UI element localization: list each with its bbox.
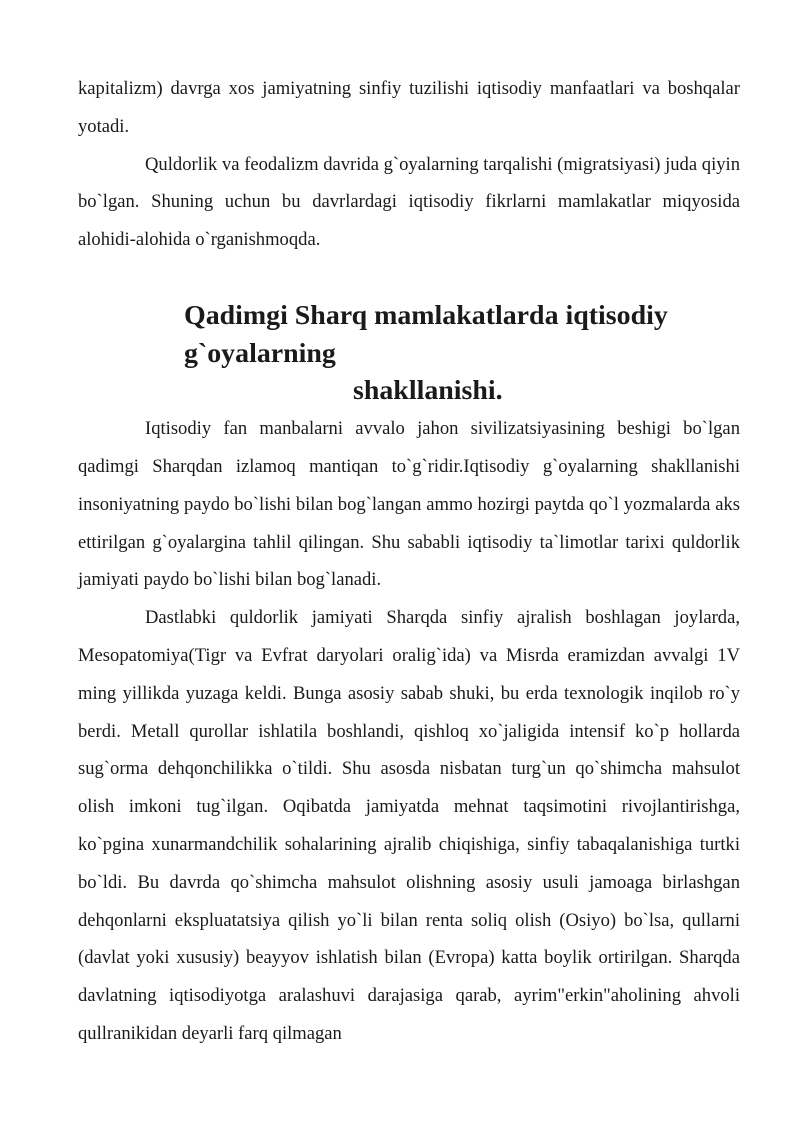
section-heading-line1: Qadimgi Sharq mamlakatlarda iqtisodiy g`oyalarning [184, 299, 668, 369]
section-heading-line2: shakllanishi. [353, 375, 503, 407]
paragraph-sources: Iqtisodiy fan manbalarni avvalo jahon sivilizatsiyasining beshigi bo`lgan qadimgi Sharqdan izlamoq mantiqan to`g`ridir.Iqtisodiy g`oyalarning shakllanishi insoniyatning paydo bo`lishi bilan bog`langan ammo hozirgi paytda qo`l yozmalarda aks ettirilgan g`oyalargina tahlil qilingan. Shu sababli iqtisodiy ta`limotlar tarixi quldorlik jamiyati paydo bo`lishi bilan bog`lanadi. [78, 418, 740, 591]
paragraph-intro: kapitalizm) davrga xos jamiyatning sinfiy tuzilishi iqtisodiy manfaatlari va boshqalar yotadi. [78, 78, 740, 137]
spacer [78, 259, 740, 297]
document-page [78, 70, 740, 1053]
paragraph-migration: Quldorlik va feodalizm davrida g`oyalarning tarqalishi (migratsiyasi) juda qiyin bo`lgan. Shuning uchun bu davrlardagi iqtisodiy fikrlarni mamlakatlar miqyosida alohidi-alohida o`rganishmoqda. [78, 153, 740, 251]
section-heading [78, 297, 740, 410]
paragraph-slavery: Dastlabki quldorlik jamiyati Sharqda sinfiy ajralish boshlagan joylarda, Mesopatomiya(Tigr va Evfrat daryolari oralig`ida) va Misrda eramizdan avvalgi 1V ming yillikda yuzaga keldi. Bunga asosiy sabab shuki, bu erda texnologik inqilob ro`y berdi. Metall qurollar ishlatila boshlandi, qishloq xo`jaligida intensif ko`p hollarda sug`orma dehqonchilikka o`tildi. Shu asosda nisbatan turg`un qo`shimcha mahsulot olish imkoni tug`ilgan. Oqibatda jamiyatda mehnat taqsimotini rivojlantirishga, ko`pgina xunarmandchilik sohalarining ajralib chiqishiga, sinfiy tabaqalanishiga turtki bo`ldi. Bu davrda qo`shimcha mahsulot olishning asosiy usuli jamoaga birlashgan dehqonlarni ekspluatatsiya qilish yo`li bilan renta soliq olish (Osiyo) bo`lsa, qullarni (davlat yoki xususiy) beayyov ishlatish bilan (Evropa) katta boylik ortirilgan. Sharqda davlatning iqtisodiyotga aralashuvi darajasiga qarab, ayrim"erkin"aholining ahvoli qullranikidan deyarli farq qilmagan [78, 607, 740, 1044]
